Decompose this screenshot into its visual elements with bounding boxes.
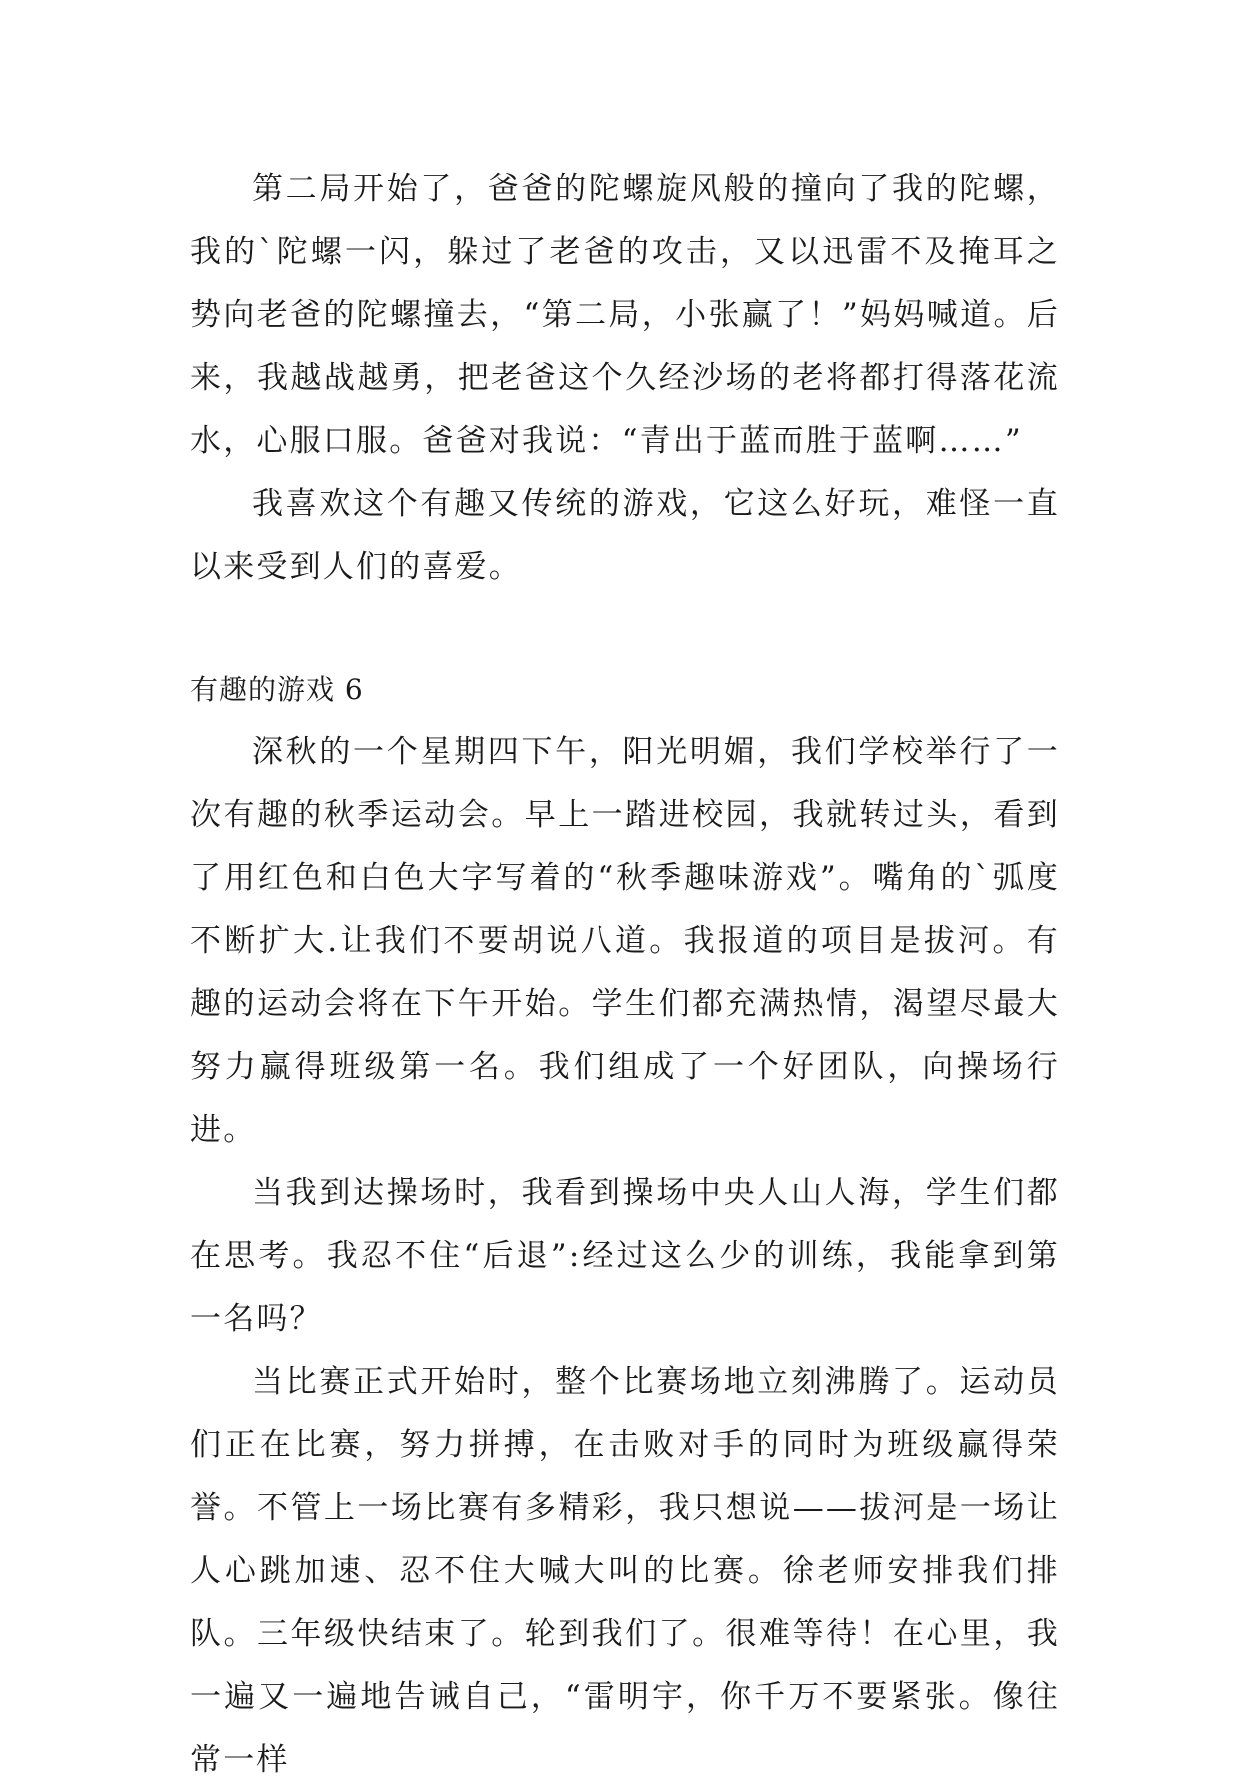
paragraph-conclusion: 我喜欢这个有趣又传统的游戏，它这么好玩，难怪一直以来受到人们的喜爱。 [190, 486, 1060, 585]
paragraph-autumn-sports: 深秋的一个星期四下午，阳光明媚，我们学校举行了一次有趣的秋季运动会。早上一踏进校园，我就转过头，看到了用红色和白色大字写着的“秋季趣味游戏”。嘴角的`弧度不断扩大.让我们不要胡说八道。我报道的项目是拔河。有趣的运动会将在下午开始。学生们都充满热情，渴望尽最大努力赢得班级第一名。我们组成了一个好团队，向操场行进。 [190, 734, 1060, 1148]
paragraph-arriving-field: 当我到达操场时，我看到操场中央人山人海，学生们都在思考。我忍不住“后退”:经过这么少的训练，我能拿到第一名吗？ [190, 1175, 1060, 1337]
paragraph-competition-start: 当比赛正式开始时，整个比赛场地立刻沸腾了。运动员们正在比赛，努力拼搏，在击败对手的同时为班级赢得荣誉。不管上一场比赛有多精彩，我只想说——拔河是一场让人心跳加速、忍不住大喊大叫的比赛。徐老师安排我们排队。三年级快结束了。轮到我们了。很难等待！在心里，我一遍又一遍地告诫自己，“雷明宇，你千万不要紧张。像往常一样 [190, 1364, 1060, 1778]
document-body [190, 158, 1060, 1792]
section-title: 有趣的游戏 6 [190, 673, 364, 706]
paragraph-second-round: 第二局开始了，爸爸的陀螺旋风般的撞向了我的陀螺，我的`陀螺一闪，躲过了老爸的攻击，又以迅雷不及掩耳之势向老爸的陀螺撞去，“第二局，小张赢了！”妈妈喊道。后来，我越战越勇，把老爸这个久经沙场的老将都打得落花流水，心服口服。爸爸对我说：“青出于蓝而胜于蓝啊……” [190, 171, 1060, 459]
